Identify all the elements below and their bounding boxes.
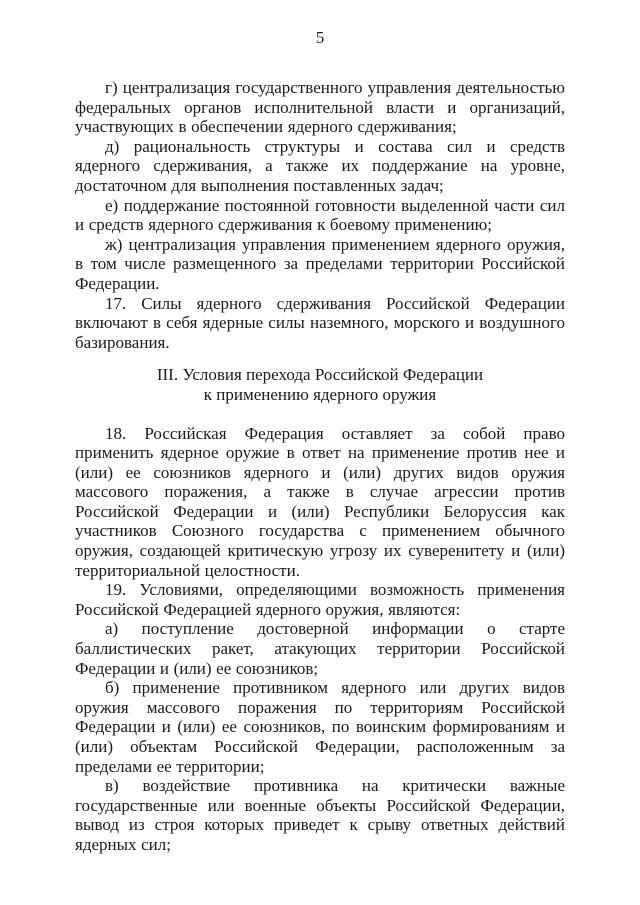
- page-number: 5: [315, 28, 325, 47]
- paragraph-18: 18. Российская Федерация оставляет за собой право применить ядерное оружие в ответ на применение против нее и (или) ее союзников ядерного и (или) других видов оружия массового поражения, а также в случае агрессии против Российской Федерации и (или) Республики Белоруссия как участников Союзного государства с применением обычного оружия, создающей критическую угрозу их суверенитету и (или) территориальной целостности.: [75, 423, 565, 580]
- paragraph-e: е) поддержание постоянной готовности выделенной части сил и средств ядерного сдерживания к боевому применению;: [75, 195, 565, 235]
- paragraph-d: д) рациональность структуры и состава сил и средств ядерного сдерживания, а также их поддержание на уровне, достаточном для выполнения поставленных задач;: [75, 136, 565, 195]
- paragraph-b: б) применение противником ядерного или других видов оружия массового поражения по территориям Российской Федерации и (или) ее союзников, по воинским формированиям и (или) объектам Российской Федерации, расположенным за пределами ее территории;: [75, 678, 565, 776]
- section-heading-line1: III. Условия перехода Российской Федерации: [156, 365, 484, 385]
- paragraph-zh: ж) централизация управления применением ядерного оружия, в том числе размещенного за пределами территории Российской Федерации.: [75, 234, 565, 293]
- paragraph-v: в) воздействие противника на критически важные государственные или военные объекты Российской Федерации, вывод из строя которых приведет к срыву ответных действий ядерных сил;: [75, 776, 565, 854]
- section-heading: [75, 365, 565, 404]
- paragraph-a: а) поступление достоверной информации о старте баллистических ракет, атакующих территории Российской Федерации и (или) ее союзников;: [75, 619, 565, 678]
- section-heading-line2: к применению ядерного оружия: [203, 384, 437, 404]
- paragraph-17: 17. Силы ядерного сдерживания Российской Федерации включают в себя ядерные силы наземного, морского и воздушного базирования.: [75, 293, 565, 352]
- paragraph-19: 19. Условиями, определяющими возможность применения Российской Федерацией ядерного оружия, являются:: [75, 580, 565, 619]
- paragraph-g: г) централизация государственного управления деятельностью федеральных органов исполнительной власти и организаций, участвующих в обеспечении ядерного сдерживания;: [75, 78, 565, 137]
